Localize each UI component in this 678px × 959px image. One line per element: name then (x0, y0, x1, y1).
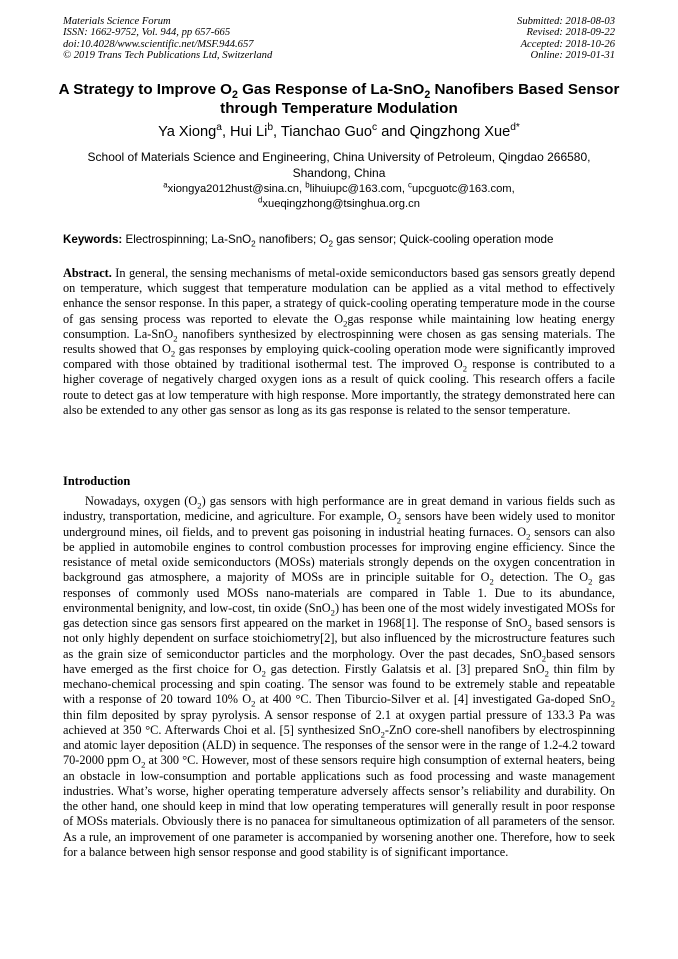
abstract (63, 266, 615, 418)
dates-header (517, 16, 615, 62)
affiliation: School of Materials Science and Engineering, China University of Petroleum, Qingdao 266580, Shandong, China (87, 150, 591, 180)
doi-line: doi:10.4028/www.scientific.net/MSF.944.657 (63, 38, 254, 50)
online-date: Online: 2019-01-31 (530, 50, 615, 62)
author-list: Ya Xiong$^a$, Hui Li$^b$, Tianchao Guo$^c$ and Qingzhong Xue$^{d*}$ (158, 122, 520, 140)
journal-name: Materials Science Forum (63, 16, 171, 27)
copyright-line: © 2019 Trans Tech Publications Ltd, Switzerland (63, 50, 273, 62)
keywords (63, 233, 623, 247)
accepted-date: Accepted: 2018-10-26 (520, 38, 615, 50)
paper-title: A Strategy to Improve $O_2$ Gas Response of La-SnO$_2$ Nanofibers Based Sensor through Temperature Modulation (58, 81, 620, 117)
section-heading-introduction: Introduction (63, 474, 131, 488)
abstract-text: In general, the sensing mechanisms of metal-oxide semiconductors based gas sensors greatly depend on temperature, which suggest that temperature modulation can be applied as a vital method to effectively enhance the sensor response. In this paper, a strategy of quick-cooling operating temperature mode in the course of gas sensing process was reported to elevate the $O_2gas$ response while maintaining low heating energy consumption. La-SnO$_2$ nanofibers synthesized by electrospinning were chosen as gas sensing materials. The results showed that $O_2$ gas responses by employing quick-cooling operation mode were significantly improved compared with those obtained by traditional isothermal test. The improved $O_2$ response is contributed to a higher coverage of negatively charged oxygen ions as a result of quick cooling. This research offers a facile route to detect gas at low temperature with high response. More importantly, the strategy demonstrated here can also be extended to any other gas sensor as long as its gas response is related to the sensor temperature. (63, 266, 616, 417)
revised-date: Revised: 2018-09-22 (526, 27, 615, 39)
keywords-label: Keywords: (63, 233, 123, 246)
keywords-text: Electrospinning; La-SnO$_2$ nanofibers; $O_2$ gas sensor; Quick-cooling operation mode (122, 233, 554, 249)
issn-line: ISSN: 1662-9752, Vol. 944, pp 657-665 (63, 27, 231, 39)
submitted-date: Submitted: 2018-08-03 (517, 16, 615, 27)
journal-header (63, 16, 272, 62)
author-emails: $^a$xiongya2012hust@sina.cn, $^b$lihuiupc@163.com, $^c$upcguotc@163.com, $^d$xueqingzhong@tsinghua.org.cn (163, 180, 515, 210)
introduction-paragraph: Nowadays, oxygen $(O_2)$ gas sensors with high performance are in great demand in various fields such as industry, transportation, medicine, and agriculture. For example, $O_2$ sensors have been widely used to monitor underground mines, oil fields, and to prevent gas poisoning in industrial heating furnaces. $O_2$ sensors can also be applied in automobile engines to control combustion processes for improving engine efficiency. Since the resistance of metal oxide semiconductors (MOSs) materials strongly depends on the oxygen concentration in background gas atmosphere, a majority of MOSs are in principle suitable for $O_2$ detection. The $O_2$ gas responses of commonly used MOSs nano-materials are compared in Table 1. Due to its abundance, environmental benignity, and low-cost, tin oxide (SnO$_2$) has been one of the most widely investigated MOSs for gas detection since gas sensors first appeared on the market in 1968[1]. The response of SnO$_2$ based sensors is not only highly dependent on surface stoichiometry[2], but also influenced by the microstructure features such as the grain size of semiconductor particles and the morphology. Over the past decades, SnO$_2$based sensors have emerged as the first choice for $O_2$ gas detection. Firstly Galatsis et al. [3] prepared SnO$_2$ thin film by mechano-chemical processing and spin coating. The sensor was found to be extremely stable and repeatable with a response of 20 toward 10% $O_2$ at 400 °C. Then Tiburcio-Silver et al. [4] investigated Ga-doped SnO$_2$ thin film deposited by spray pyrolysis. A sensor response of 2.1 at oxygen partial pressure of 133.3 Pa was achieved at 350 °C. Afterwards Choi et al. [5] synthesized SnO$_2$-ZnO core-shell nanofibers by electrospinning and atomic layer deposition (ALD) in sequence. The responses of the sensor were in the range of 1.2-4.2 toward 70-2000 ppm $O_2$ at 300 °C. However, most of these sensors require high consumption of external heaters, being an obstacle in low-consumption and portable applications such as food processing and waste management industries. What’s worse, higher operating temperature adversely affects sensor’s reliability and durability. On the other hand, one should keep in mind that low operating temperatures will generally result in poor response of MOSs materials. Obviously there is no panacea for simultaneous optimization of all parameters of the sensor. As a rule, an improvement of one parameter is accompanied by worsening another one. Therefore, how to seek for a balance between high sensor response and good stability is of significant importance. (63, 494, 616, 859)
abstract-label: Abstract. (63, 266, 112, 280)
